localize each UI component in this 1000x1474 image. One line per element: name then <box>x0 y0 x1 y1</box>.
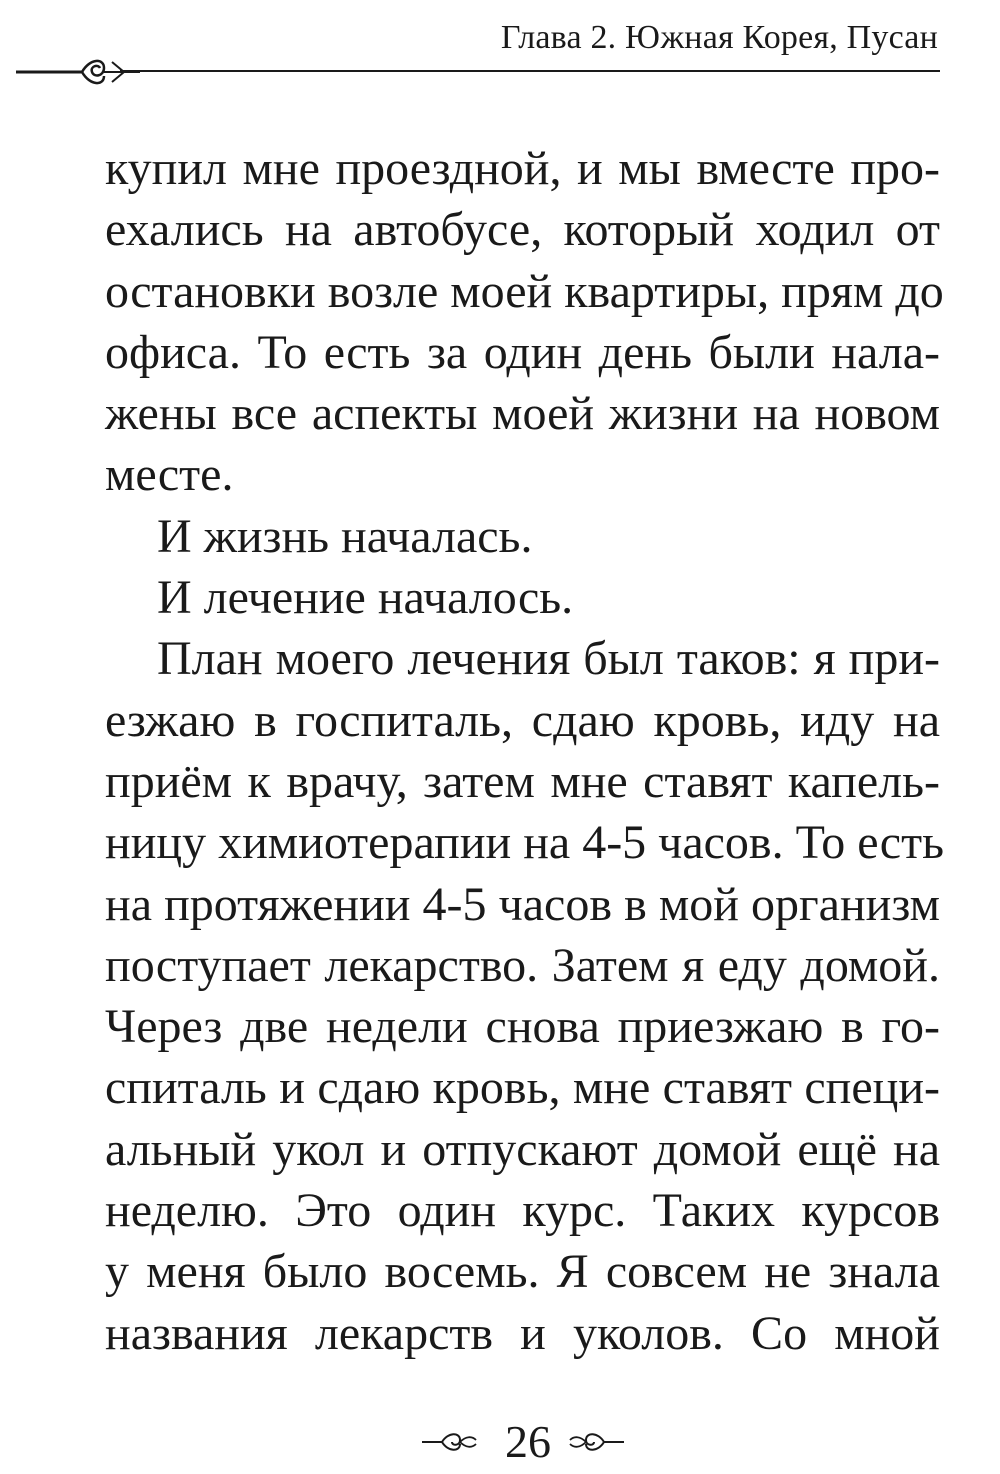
page-number: 26 <box>505 1416 551 1467</box>
text-line: купил мне проездной, и мы вместе про- <box>105 142 940 195</box>
text-line: И лечение началось. <box>157 571 574 625</box>
decorative-flourish-icon <box>12 48 142 88</box>
decorative-flourish-icon <box>420 1430 478 1454</box>
text-line: у меня было восемь. Я совсем не знала <box>105 1245 940 1299</box>
page-footer <box>420 1418 620 1468</box>
text-line: И жизнь началась. <box>157 509 533 563</box>
text-line: месте. <box>105 448 234 502</box>
decorative-flourish-icon <box>568 1430 626 1454</box>
text-line: ницу химиотерапии на 4-5 часов. То есть <box>105 816 944 870</box>
text-line: спиталь и сдаю кровь, мне ставят специ- <box>105 1061 940 1115</box>
text-line: План моего лечения был таков: я при- <box>157 632 940 686</box>
text-line: названия лекарств и уколов. Со мной <box>105 1306 940 1360</box>
text-line: альный укол и отпускают домой ещё на <box>105 1122 940 1176</box>
text-line: офиса. То есть за один день были нала- <box>105 325 940 379</box>
text-line: жены все аспекты моей жизни на новом <box>105 387 940 441</box>
header-rule <box>120 70 940 72</box>
text-line: Через две недели снова приезжаю в го- <box>105 1000 940 1054</box>
text-line: езжаю в госпиталь, сдаю кровь, иду на <box>105 693 940 747</box>
running-header-title: Глава 2. Южная Корея, Пусан <box>500 19 938 56</box>
text-line: приём к врачу, затем мне ставят капель- <box>105 754 940 808</box>
text-line: ехались на автобусе, который ходил от <box>105 203 940 257</box>
text-line: поступает лекарство. Затем я еду домой. <box>105 938 940 992</box>
text-line: на протяжении 4-5 часов в мой организм <box>105 877 940 931</box>
text-line: неделю. Это один курс. Таких курсов <box>105 1184 940 1238</box>
body-text <box>105 138 944 1364</box>
text-line: остановки возле моей квартиры, прям до <box>105 264 944 318</box>
